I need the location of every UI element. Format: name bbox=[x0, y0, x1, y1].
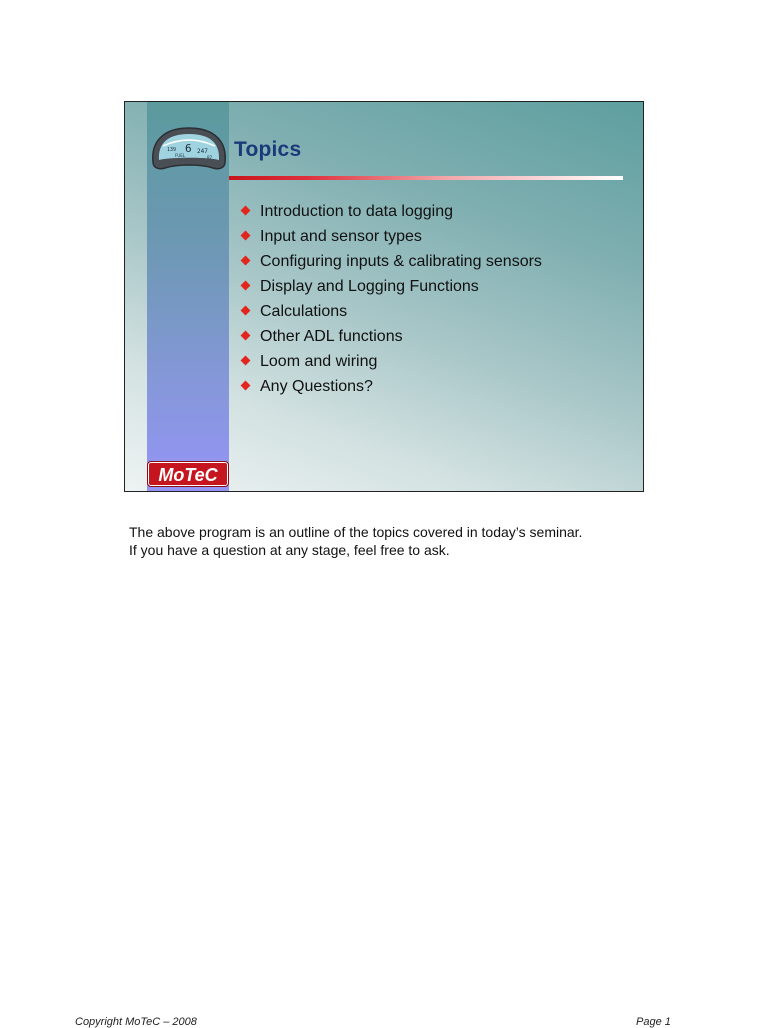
svg-text:FUEL: FUEL bbox=[175, 153, 185, 158]
slide-title: Topics bbox=[234, 138, 302, 161]
footer-copyright: Copyright MoTeC – 2008 bbox=[75, 1016, 197, 1028]
topic-text: Other ADL functions bbox=[260, 328, 403, 345]
list-item bbox=[238, 251, 542, 276]
topic-text: Input and sensor types bbox=[260, 228, 422, 245]
topic-list bbox=[238, 201, 542, 401]
list-item bbox=[238, 201, 542, 226]
red-diamond-bullet-icon bbox=[241, 331, 251, 341]
svg-text:87: 87 bbox=[207, 155, 213, 160]
red-diamond-bullet-icon bbox=[241, 256, 251, 266]
topic-text: Calculations bbox=[260, 303, 348, 320]
list-item bbox=[238, 351, 542, 376]
topic-text: Introduction to data logging bbox=[260, 203, 454, 220]
svg-text:247: 247 bbox=[197, 148, 208, 155]
list-item bbox=[238, 326, 542, 351]
red-diamond-bullet-icon bbox=[241, 381, 251, 391]
dashboard-display-icon bbox=[149, 122, 229, 174]
title-underline-rule bbox=[229, 176, 623, 180]
red-diamond-bullet-icon bbox=[241, 356, 251, 366]
red-diamond-bullet-icon bbox=[241, 281, 251, 291]
red-diamond-bullet-icon bbox=[241, 206, 251, 216]
motec-logo: MoTeC bbox=[148, 462, 228, 486]
svg-text:139: 139 bbox=[167, 147, 177, 153]
presentation-slide bbox=[124, 101, 644, 492]
topic-text: Any Questions? bbox=[260, 378, 373, 395]
red-diamond-bullet-icon bbox=[241, 306, 251, 316]
notes-line: The above program is an outline of the topics covered in today’s seminar. bbox=[129, 524, 583, 540]
notes-line: If you have a question at any stage, feel free to ask. bbox=[129, 542, 450, 558]
svg-text:6: 6 bbox=[185, 142, 192, 155]
list-item bbox=[238, 301, 542, 326]
footer-page-number: Page 1 bbox=[636, 1016, 671, 1028]
topic-text: Loom and wiring bbox=[260, 353, 378, 370]
list-item bbox=[238, 276, 542, 301]
list-item bbox=[238, 376, 542, 401]
topic-text: Configuring inputs & calibrating sensors bbox=[260, 253, 542, 270]
list-item bbox=[238, 226, 542, 251]
slide-notes bbox=[129, 523, 689, 559]
topic-text: Display and Logging Functions bbox=[260, 278, 479, 295]
red-diamond-bullet-icon bbox=[241, 231, 251, 241]
